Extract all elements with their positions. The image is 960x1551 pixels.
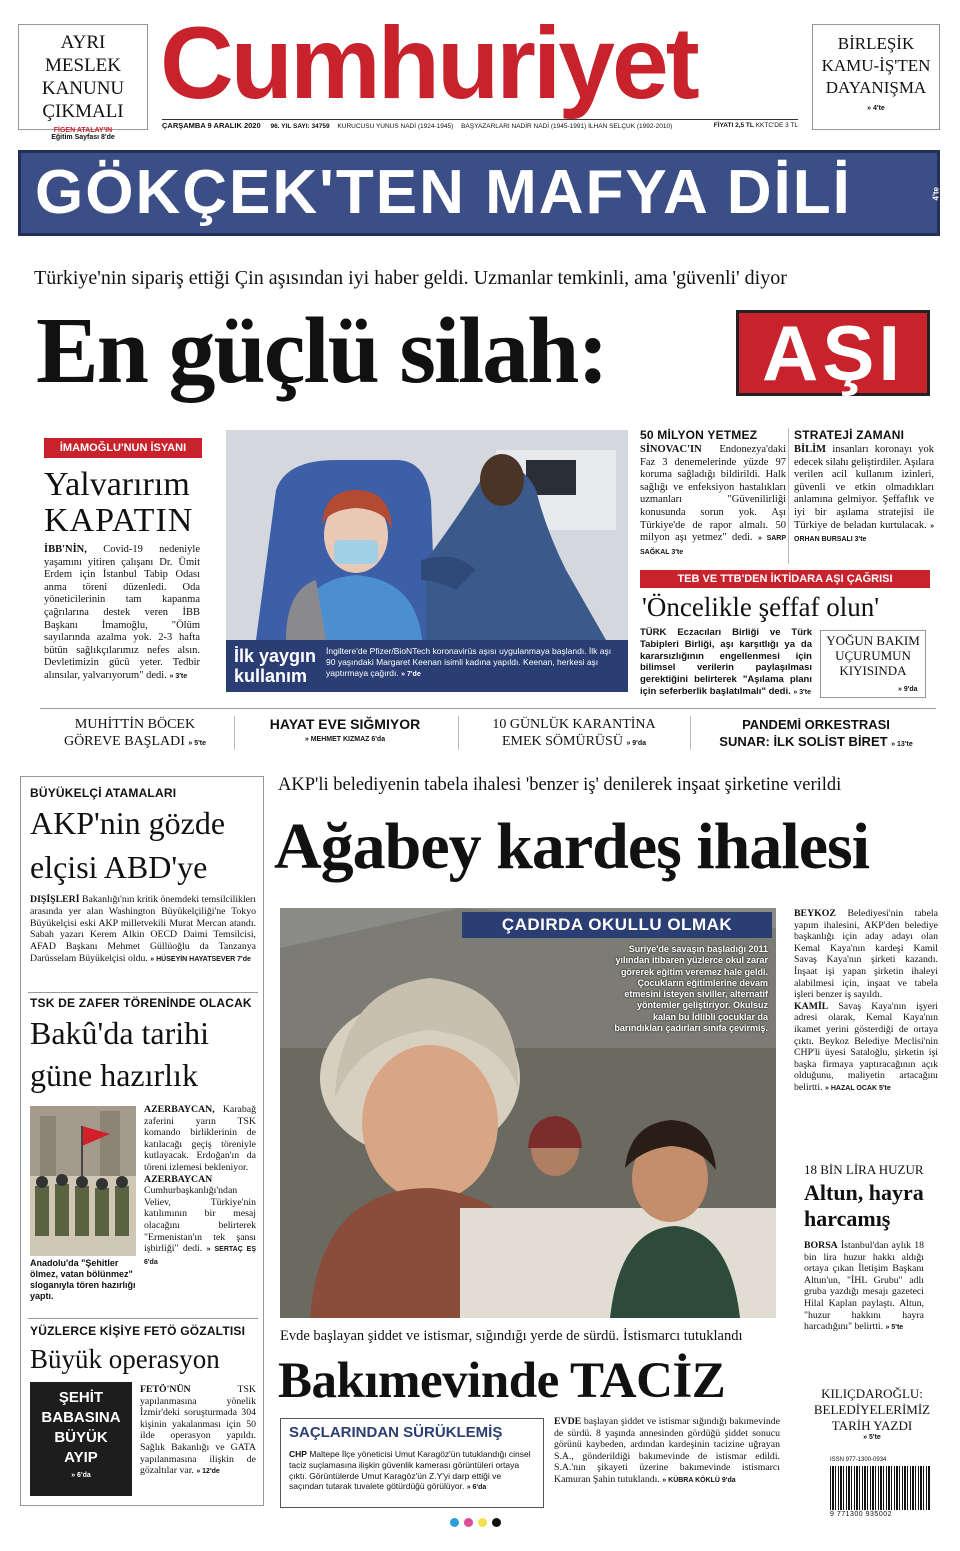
- altun-ref[interactable]: » 5'te: [886, 1324, 904, 1331]
- altun-lead: BORSA: [804, 1240, 838, 1251]
- vaccine-photo-label-1: İlk yaygın: [234, 646, 317, 666]
- masthead-left-author: FİGEN ATALAY'IN: [53, 127, 113, 134]
- bakimevi-body: [554, 1416, 780, 1487]
- teaser-2[interactable]: [240, 716, 450, 747]
- strateji-ref[interactable]: » ORHAN BURSALI 3'te: [794, 523, 934, 544]
- strateji-body: [794, 444, 934, 547]
- teaser-3-line-1: 10 GÜNLÜK KARANTİNA: [492, 717, 656, 732]
- baku-body: [144, 1104, 256, 1268]
- vaccine-photo-caption-bar: [226, 640, 628, 692]
- buyukelci-ref[interactable]: » HÜSEYİN HAYATSEVER 7'de: [150, 956, 251, 963]
- teaser-3-line-2: [464, 733, 684, 752]
- agabey-text-1: Belediyesi'nin tabela yapım ihalesini, AKP'den belediye başkanlığı için aday adayı olan Kemal Kaya'nın kardeşi Kamil Savaş Kaya'nın şirketi kazandı. İnşaat işi yapan şirketin ihaleyi alabilmesi için, inşaat ve tabela işleri benzer iş sayıldı.: [794, 908, 938, 1001]
- vaccine-photo-illustration: [226, 430, 628, 640]
- baku-kicker: TSK DE ZAFER TÖRENİNDE OLACAK: [30, 996, 252, 1010]
- teaser-divider-2: [458, 716, 459, 750]
- teaser-2-ref: » MEHMET KIZMAZ 6'da: [240, 733, 450, 747]
- kilicdaroglu-ref: » 5'te: [802, 1434, 942, 1441]
- sehit-line-3: BÜYÜK: [54, 1429, 108, 1446]
- sehit-line-4: AYIP: [64, 1449, 98, 1466]
- saclarindan-body: [289, 1449, 537, 1494]
- sinovac-body: [640, 444, 786, 559]
- saclarindan-box[interactable]: [280, 1418, 544, 1508]
- imamoglu-title-1[interactable]: Yalvarırım: [44, 466, 190, 503]
- teaser-3-line-2-text: EMEK SÖMÜRÜSÜ: [501, 734, 623, 749]
- bakimevi-title[interactable]: Bakımevinde TACİZ: [278, 1353, 726, 1409]
- dateline: [162, 119, 798, 131]
- sinovac-text: Endonezya'daki Faz 3 denemelerinde yüzde 97 koruma sağladığı bildirildi. Halk sağlığı ve enfeksiyon hastalıkları uzmanları "Güvenilirliği konusunda sorun yok. Aşı Türkiye'de de rapor almalı. 50 milyon aşı yetmez" dedi.: [640, 444, 786, 544]
- cadirda-caption: Suriye'de savaşın başladığı 2011 yılından itibaren yüzlerce okul zarar görerek eğitim veremez hale geldi. Çocukların eğitimlerine devam etmesini isteyen siviller, alternatif yöntemler geliştiriyor. Okulsuz kalan bu İdlibli çocuklar da barındıkları çadırları sınıfa çevirmiş.: [614, 944, 768, 1034]
- sehit-ref: » 6'da: [30, 1472, 132, 1479]
- price-kktc: KKTC'DE 3 TL: [755, 122, 798, 129]
- imamoglu-ref[interactable]: » 3'te: [169, 673, 187, 680]
- altun-text: İstanbul'dan aylık 18 bin lira huzur hakkı aldığı ortaya çıkan İletişim Başkanı Altun'un, "İHL Grubu" adlı gruba yazdığı mesajı gazeteci Hilal Kaplan paylaştı. Altun, "huzur hakkını hayra harcadığını" belirtti.: [804, 1240, 924, 1333]
- agabey-body: [794, 908, 938, 1095]
- logo[interactable]: Cumhuriyet: [160, 6, 697, 120]
- saclarindan-text: Maltepe İlçe yöneticisi Umut Karagöz'ün tutuklandığı cinsel taciz suçlamasına ilişkin güvenlik kamerası görüntüleri ortaya çıktı. Görüntülerde Umut Karagöz'ün Z.Y'yi darp ettiği ve saçından tutarak tuvalete götürdüğü görülüyor.: [289, 1449, 531, 1492]
- teaser-1-ref: » 5'te: [188, 740, 206, 747]
- buyukelci-text: Bakanlığı'nın kritik önemdeki temsilciliklerı arasında yer alan Washington Büyükelçiliği'ne Tokyo Büyükelçisi eski AKP milletvekili Murat Mercan atandı. Sabah yazarı Kerem Alkin OECD Daimi Temsilcisi, AFAD Başkanı Mehmet Güllüoğlu da Tanzanya Darüsselam Büyükelçisi oldu.: [30, 894, 257, 964]
- imamoglu-lead: İBB'NİN,: [44, 544, 87, 555]
- teb-tag: TEB VE TTB'DEN İKTİDARA AŞI ÇAĞRISI: [640, 570, 930, 588]
- baku-photo: [30, 1106, 136, 1256]
- teaser-2-line-1: HAYAT EVE SIĞMIYOR: [269, 716, 421, 732]
- teaser-strip-top: [40, 708, 936, 709]
- masthead-right-ref: » 4'te: [813, 105, 939, 112]
- barcode: [830, 1456, 930, 1524]
- masthead-right-title: BİRLEŞİK KAMU-İŞ'TEN DAYANIŞMA: [821, 34, 931, 97]
- baku-title-1[interactable]: Bakû'da tarihi: [30, 1015, 210, 1051]
- feto-body: [140, 1384, 256, 1478]
- feto-title[interactable]: Büyük operasyon: [30, 1344, 220, 1374]
- feto-ref[interactable]: » 12'de: [196, 1468, 219, 1475]
- baku-lead-2: AZERBAYCAN: [144, 1173, 213, 1185]
- imamoglu-text: Covid-19 nedeniyle yaşamını yitiren çalışanı Dr. Ümit Erdem için İstanbul Tabip Odası anma töreni düzenledi. Oda yöneticilerinin tam kapanma çağrılarına destek veren İBB Başkanı İmamoğlu, "Ölüm sayılarında azalma yok. 2-3 hafta bütün sağlıkçılarımız nefes alsın. Devletimizin gücü yeter. Tedbir alınsılar, yalvarıyorum" dedi.: [44, 544, 200, 681]
- kilicdaroglu-teaser[interactable]: [802, 1386, 942, 1441]
- agabey-title[interactable]: Ağabey kardeş ihalesi: [274, 810, 870, 883]
- teaser-4-line-1: PANDEMİ ORKESTRASI: [742, 717, 890, 732]
- sinovac-ref[interactable]: » SARP SAĞKAL 3'te: [640, 535, 786, 556]
- founder: KURUCUSU YUNUS NADİ (1924-1945): [337, 123, 454, 130]
- agabey-lead-1: BEYKOZ: [794, 908, 836, 919]
- agabey-lead-2: KAMİL: [794, 1000, 829, 1012]
- top-banner-title: GÖKÇEK'TEN MAFYA DİLİ: [35, 158, 852, 227]
- vaccine-photo-label-2: kullanım: [234, 666, 308, 686]
- baku-text-2: Cumhurbaşkanlığı'ndan Veliev, Türkiye'nin katılımının bir mesaj olacağını belirterek "Ermenistan'ın tek şansı işbirliği" dedi.: [144, 1185, 256, 1255]
- sehit-line-1: ŞEHİT: [58, 1389, 104, 1406]
- buyukelci-kicker: BÜYÜKELÇİ ATAMALARI: [30, 786, 177, 800]
- teaser-1[interactable]: [40, 716, 230, 752]
- masthead-left-ref: Eğitim Sayfası 8'de: [51, 134, 115, 141]
- bakimevi-lead: EVDE: [554, 1416, 582, 1427]
- teb-text: Eczacıları Birliği ve Türk Tabipleri Birliği, aşı karşıtlığı ya da kararsızlığının engellenmesi için bilimsel verilerin paylaşılması gerektiğini belirterek "Aşılama planı için seferberlik başlatılmalı" dedi.: [640, 627, 813, 697]
- buyukelci-title-2[interactable]: elçisi ABD'ye: [30, 849, 208, 885]
- registration-dots: [450, 1516, 510, 1528]
- main-headline-aşı: AŞI: [761, 309, 905, 397]
- saclarindan-lead: CHP: [289, 1449, 307, 1459]
- kilicdaroglu-text: KILIÇDAROĞLU: BELEDİYELERİMİZ TARİH YAZDI: [813, 1386, 931, 1433]
- date: ÇARŞAMBA 9 ARALIK 2020: [162, 121, 261, 130]
- vaccine-photo-caption: [326, 646, 622, 680]
- baku-photo-caption: Anadolu'da "Şehitler ölmez, vatan bölünmez" sloganıyla tören hazırlığı yaptı.: [30, 1258, 136, 1301]
- masthead-right-box[interactable]: [812, 24, 940, 130]
- barcode-bars: [830, 1466, 930, 1510]
- barcode-number: 9 771300 935002: [830, 1511, 892, 1518]
- buyukelci-title-1[interactable]: AKP'nin gözde: [30, 805, 226, 841]
- vaccine-photo-caption-text: İngiltere'de Pfizer/BioNTech koronavirüs aşısı uygulanmaya başlandı. İlk aşı 90 yaşındaki Margaret Keenan isimli kadına yapıldı. Keenan, herkesi aşı yaptırmaya çağırdı.: [326, 646, 612, 678]
- saclarindan-title: SAÇLARINDAN SÜRÜKLEMİŞ: [289, 1424, 503, 1441]
- teaser-4-line-2: [696, 733, 936, 753]
- baku-photo-illustration: [30, 1106, 136, 1256]
- sinovac-kicker: 50 MİLYON YETMEZ: [640, 428, 758, 442]
- sinovac-lead: SİNOVAC'IN: [640, 444, 702, 455]
- left-divider-2: [28, 1318, 258, 1319]
- issue-number: 96. YIL SAYI: 34759: [270, 123, 330, 130]
- imamoglu-body: [44, 544, 200, 684]
- teb-body: [640, 627, 812, 699]
- sehit-line-2: BABASINA: [41, 1409, 121, 1426]
- teaser-3-ref: » 9'da: [626, 740, 646, 747]
- strateji-lead: BİLİM: [794, 444, 827, 455]
- strateji-kicker: STRATEJİ ZAMANI: [794, 428, 905, 442]
- feto-kicker: YÜZLERCE KİŞİYE FETÖ GÖZALTISI: [30, 1324, 246, 1338]
- cadirda-title[interactable]: ÇADIRDA OKULLU OLMAK: [462, 912, 772, 938]
- altun-title-1[interactable]: Altun, hayra: [804, 1180, 924, 1205]
- bakimevi-ref[interactable]: » KÜBRA KÖKLÜ 9'da: [662, 1477, 735, 1484]
- teaser-4[interactable]: [696, 716, 936, 753]
- masthead-left-title: AYRI MESLEK KANUNU ÇIKMALI: [41, 32, 125, 122]
- altun-kicker: 18 BİN LİRA HUZUR: [804, 1162, 924, 1177]
- teb-title[interactable]: 'Öncelikle şeffaf olun': [642, 592, 880, 622]
- altun-title-2[interactable]: harcamış: [804, 1206, 891, 1231]
- teaser-3[interactable]: [464, 716, 684, 752]
- imamoglu-title-2[interactable]: KAPATIN: [44, 502, 194, 539]
- teaser-1-line-2: [40, 733, 230, 752]
- teaser-divider-3: [690, 716, 691, 750]
- sehit-box[interactable]: [30, 1382, 132, 1496]
- altun-body: [804, 1240, 924, 1334]
- left-divider-1: [28, 992, 258, 993]
- baku-ref[interactable]: » SERTAÇ EŞ 6'da: [144, 1246, 256, 1266]
- teaser-4-line-2-text: SUNAR: İLK SOLİST BİRET: [719, 734, 888, 749]
- feto-text: TSK yapılanmasına yönelik İzmir'deki soruşturmada 304 kişinin yakalanması için 50 ilde operasyon yapıldı. Sağlık Bakanlığı ve GATA yapılanmasına ilişkin de gözaltılar var.: [140, 1384, 256, 1477]
- main-deck: Türkiye'nin sipariş ettiği Çin aşısından iyi haber geldi. Uzmanlar temkinli, ama 'güvenli' diyor: [34, 267, 787, 289]
- teb-lead: TÜRK: [640, 627, 667, 638]
- agabey-ref[interactable]: » HAZAL OCAK 5'te: [825, 1085, 891, 1092]
- teaser-1-line-2-text: GÖREVE BAŞLADI: [63, 734, 185, 749]
- teaser-divider-1: [234, 716, 235, 750]
- teaser-4-ref: » 13'te: [891, 741, 913, 748]
- bakimevi-deck: Evde başlayan şiddet ve istismar, sığındığı yerde de sürdü. İstismarcı tutuklandı: [280, 1328, 743, 1344]
- buyukelci-lead: DIŞİŞLERİ: [30, 894, 80, 905]
- saclarindan-ref: » 6'da: [467, 1484, 487, 1491]
- price: FİYATI 2,5 TL: [713, 122, 754, 129]
- agabey-deck: AKP'li belediyenin tabela ihalesi 'benzer iş' denilerek inşaat şirketine verildi: [278, 775, 842, 795]
- baku-title-2[interactable]: güne hazırlık: [30, 1057, 198, 1093]
- barcode-issn: ISSN 977-1300-0934: [830, 1457, 887, 1463]
- main-headline-box: [736, 310, 930, 396]
- yogun-bakim-text: YOĞUN BAKIM UÇURUMUN KIYISINDA: [826, 633, 920, 678]
- bakimevi-text: başlayan şiddet ve istismar sığındığı bakımevinde de sürdü. 8 yaşında annesinden gördüğü şiddet sonucu görünü kaybeden, ardından kardeşinin tacizine uğrayan S.A., gönderildiği bakımevinde de istismar edildi. S.A.'nın şikayeti üzerine bakımevinde istismarcı Kamuran Şahin tutuklandı.: [554, 1416, 780, 1485]
- editors: BAŞYAZARLARI NADİR NADİ (1945-1991) İLHAN SELÇUK (1992-2010): [461, 123, 673, 130]
- baku-text-1: Karabağ zaferini yarın TSK komando birliklerinin de katılacağı geçiş töreniyle kutlayacak. Erdoğan'ın da töreni izlemesi bekleniyor.: [144, 1104, 256, 1173]
- buyukelci-body: [30, 894, 256, 966]
- agabey-text-2: Savaş Kaya'nın işyeri adresi olarak, Kemal Kaya'nın ikamet yerini gösterdiği de ortaya çıktı. Beykoz Belediye Meclisi'nin CHP'li üyesi Sataloğlu, şirketin işi başka firmaya yaptıracağının açık olduğunu, maliyetin artacağını belirtti.: [794, 1000, 938, 1093]
- main-headline: En güçlü silah:: [36, 299, 607, 403]
- strateji-text: insanları koronayı yok edecek silahı geliştirdiler. Aşılara verilen acil kullanım izinleri, güvenli ve etkin olmadıkları anlamına gelmiyor. Şeffaflık ve iyi bir aşılama stratejisi ile Türkiye de beladan kurtulacak.: [794, 444, 935, 531]
- feto-lead: FETÖ'NÜN: [140, 1384, 191, 1395]
- teaser-1-line-1: MUHİTTİN BÖCEK: [74, 717, 196, 732]
- vaccine-photo-ref[interactable]: » 7'de: [401, 671, 421, 678]
- yogun-bakim-ref[interactable]: » 9'da: [898, 686, 918, 693]
- sinovac-divider: [788, 428, 789, 564]
- masthead-left-box[interactable]: [18, 24, 148, 141]
- imamoglu-tag: İMAMOĞLU'NUN İSYANI: [44, 438, 202, 458]
- vaccine-photo: [226, 430, 628, 640]
- top-banner-ref: 4'te: [931, 187, 940, 201]
- top-banner[interactable]: [18, 150, 940, 236]
- baku-lead-1: AZERBAYCAN,: [144, 1104, 215, 1115]
- teb-ref[interactable]: » 3'te: [793, 689, 811, 696]
